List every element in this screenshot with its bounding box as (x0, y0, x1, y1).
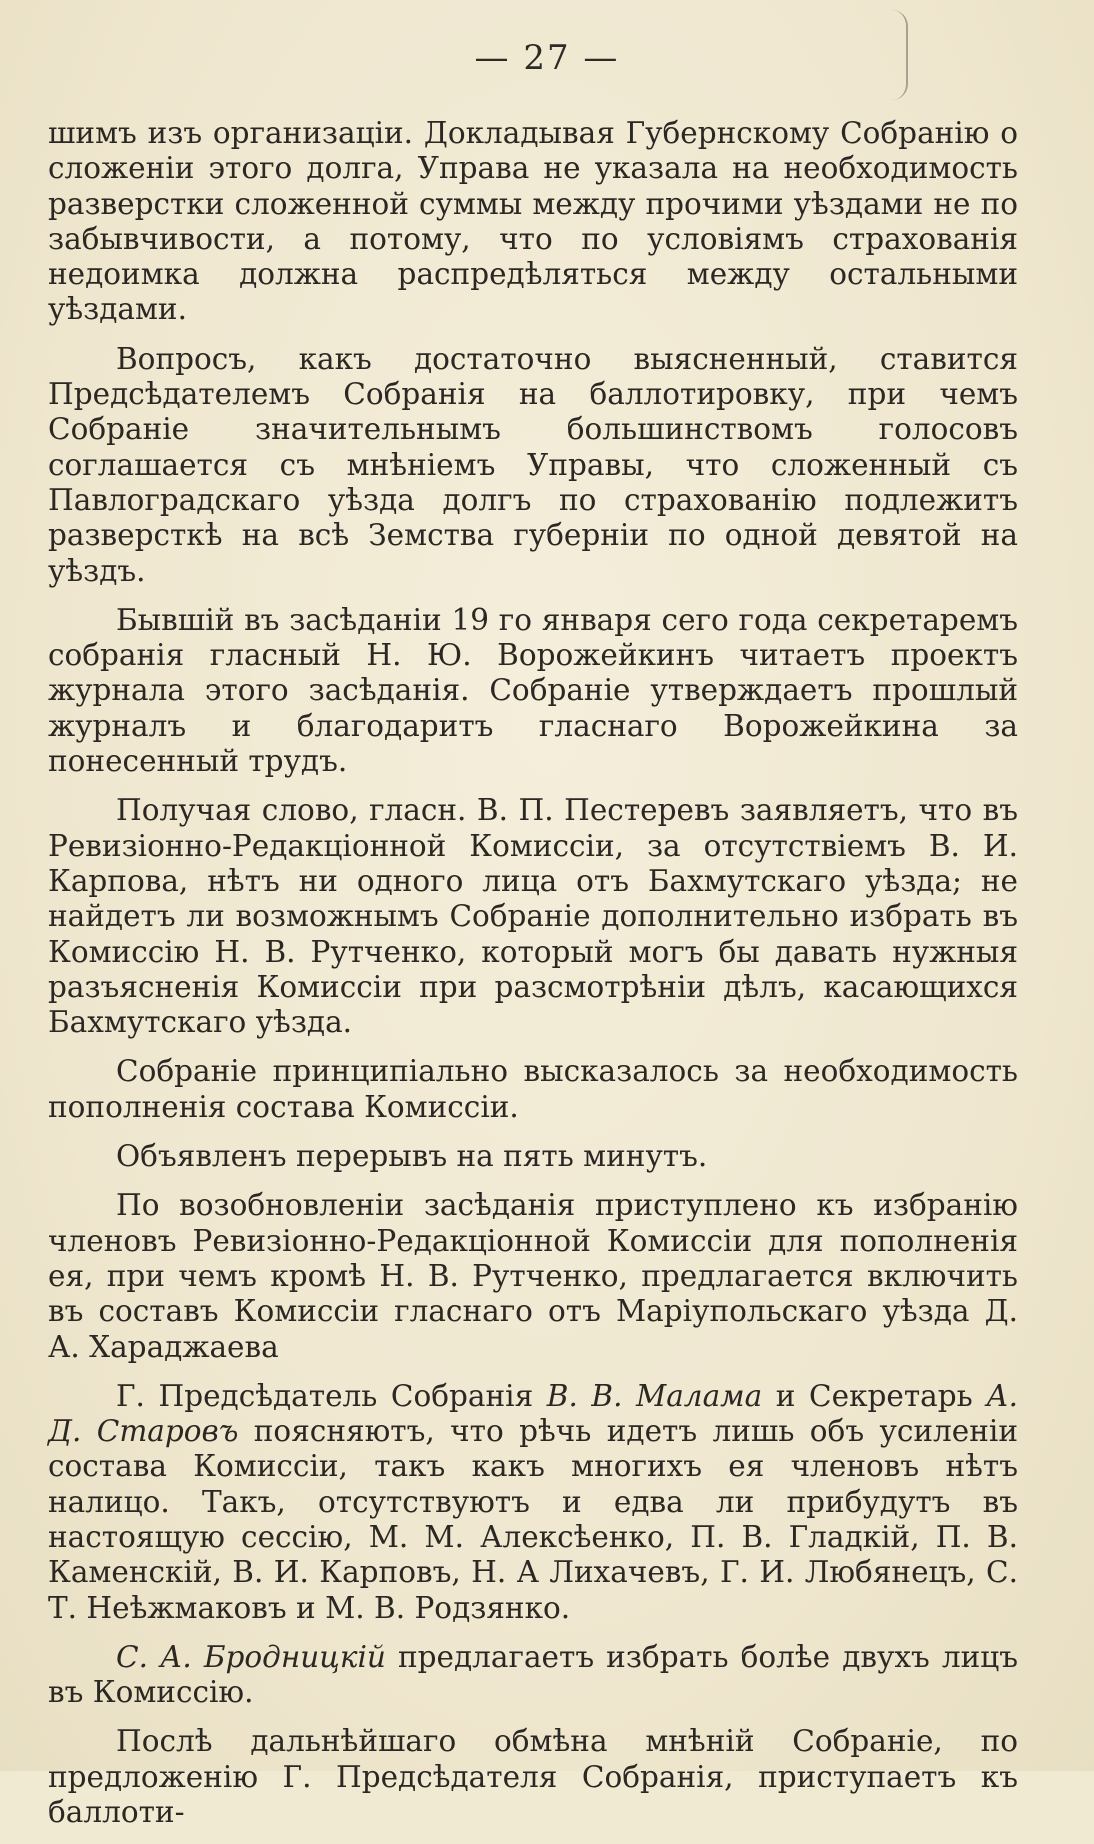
paragraph-1 (48, 116, 1018, 328)
paragraph-2 (48, 342, 1018, 589)
paragraph-6 (48, 1139, 1018, 1174)
paragraph-8 (48, 1379, 1018, 1626)
body-text (48, 116, 1018, 1844)
paragraph-text: Объявленъ перерывъ на пять минутъ. (116, 1139, 708, 1174)
paragraph-3 (48, 603, 1018, 779)
person-name: С. А. Бродницкій (116, 1639, 386, 1674)
paragraph-text: Г. Предсѣдатель Собранія (116, 1378, 547, 1413)
paragraph-text: и Секретарь (762, 1378, 987, 1413)
paragraph-text: Бывшій въ засѣданіи 19 го января сего года секретаремъ собранія гласный Н. Ю. Ворожейкинъ читаетъ проектъ журнала этого засѣданія. Собраніе утверждаетъ прошлый журналъ и благодаритъ гласнаго Ворожейкина за понесенный трудъ. (48, 602, 1018, 779)
paragraph-text: шимъ изъ организаціи. Докладывая Губернскому Собранію о сложеніи этого долга, Управа не указала на необходимость разверстки сложенной суммы между прочими уѣздами не по забывчивости, а потому, что по условіямъ страхованія недоимка должна распредѣляться между остальными уѣздами. (48, 116, 1018, 327)
paragraph-text: предлагаетъ избрать болѣе двухъ лицъ въ Комиссію. (48, 1639, 1018, 1710)
paragraph-10 (48, 1724, 1018, 1830)
paragraph-5 (48, 1054, 1018, 1125)
person-name: В. В. Малама (546, 1378, 763, 1413)
page-number: — 27 — (474, 38, 620, 78)
paragraph-text: Получая слово, гласн. В. П. Пестеревъ заявляетъ, что въ Ревизіонно-Редакціонной Комиссіи, за отсутствіемъ В. И. Карпова, нѣтъ ни одного лица отъ Бахмутскаго уѣзда; не найдетъ ли возможнымъ Собраніе дополнительно избрать въ Комиссію Н. В. Рутченко, который могъ бы давать нужныя разъясненія Комиссіи при разсмотрѣніи дѣлъ, касающихся Бахмутскаго уѣзда. (48, 793, 1018, 1040)
paragraph-7 (48, 1188, 1018, 1364)
paragraph-text: Собраніе принципіально высказалось за необходимость пополненія состава Комиссіи. (48, 1054, 1018, 1124)
paragraph-text: Послѣ дальнѣйшаго обмѣна мнѣній Собраніе, по предложенію Г. Предсѣдателя Собранія, приступаетъ къ баллоти- (48, 1724, 1018, 1830)
paragraph-4 (48, 793, 1018, 1040)
person-name: А. Д. Старовъ (48, 1378, 1018, 1449)
paragraph-text: По возобновленіи засѣданія приступлено къ избранію членовъ Ревизіонно-Редакціонной Комиссіи для пополненія ея, при чемъ кромѣ Н. В. Рутченко, предлагается включить въ составъ Комиссіи гласнаго отъ Маріупольскаго уѣзда Д. А. Хараджаева (48, 1188, 1018, 1364)
paragraph-text: Вопросъ, какъ достаточно выясненный, ставится Предсѣдателемъ Собранія на баллотировку, при чемъ Собраніе значительнымъ большинствомъ голосовъ соглашается съ мнѣніемъ Управы, что сложенный съ Павлоградскаго уѣзда долгъ по страхованію подлежитъ разверсткѣ на всѣ Земства губерніи по одной девятой на уѣздъ. (48, 341, 1018, 588)
paragraph-text: поясняютъ, что рѣчь идетъ лишь объ усиленіи состава Комиссіи, такъ какъ многихъ ея членовъ нѣтъ налицо. Такъ, отсутствуютъ и едва ли прибудутъ въ настоящую сессію, М. М. Алексѣенко, П. В. Гладкій, П. В. Каменскій, В. И. Карповъ, Н. А Лихачевъ, Г. И. Любянецъ, С. Т. Неѣжмаковъ и М. В. Родзянко. (48, 1414, 1018, 1625)
paragraph-9 (48, 1640, 1018, 1711)
